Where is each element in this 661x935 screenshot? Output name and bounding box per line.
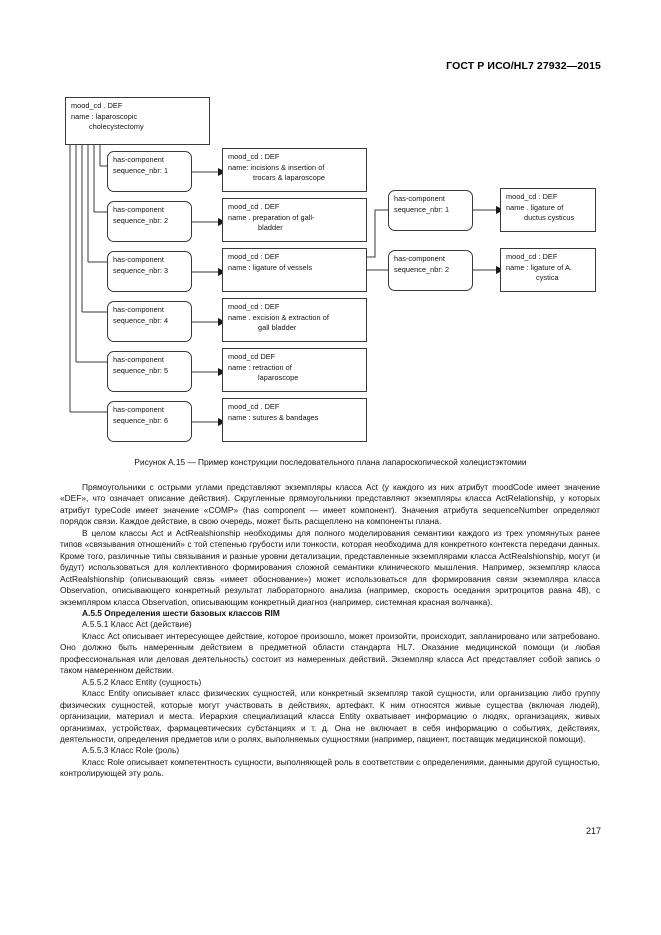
body-paragraph: Класс Role описывает компетентность сущности, выполняющей роль в соответствии с определениями, данными другой сущностью, контролирующей эту роль. — [60, 756, 600, 779]
act-node-root — [65, 97, 210, 145]
act-node-3 — [222, 248, 367, 292]
body-paragraph: В целом классы Act и ActRealshionship необходимы для полного моделирования семантики каждого из трех упомянутых ранее типов «связывания отношений» с той степенью грубости или тонкости, которая необходима для конкретного контекста передачи данных. Кроме того, различные типы связывания и разные уровни детализации, представленные экземплярами класса ActRealshionship, могут (и будут) использоваться для коллективного формирования сложной семантики клинического мышления. Например, экземпляр класса ActRealshionship (описывающий связь «имеет обоснование») может использоваться для формирования связи экземпляра класса Observation, описывающего конкретный результат лабораторного анализа (например, скорость оседания эритроцитов равна 48), с экземпляром класса Observation, описывающим конкретный диагноз (например, системная красная волчанка). — [60, 527, 600, 607]
sub-act-2-name-1: name : ligature of A. — [506, 262, 572, 272]
body-paragraph: Класс Act описывает интересующее действие, которое произошло, может произойти, происходит, запланировано или затребовано. Оно должно быть намеренным действием в предметной области стандарта HL7. Оказание медицинской помощи (и любая профессиональная или деловая деятельность) состоит из намеренных действий. Экземпляр класса Act представляет собой запись о таком намеренном действии. — [60, 630, 600, 676]
relation-5-sequence: sequence_nbr: 5 — [113, 365, 169, 375]
act-2-name-2: bladder — [258, 223, 283, 233]
body-heading: А.5.5 Определения шести базовых классов RIM — [82, 607, 280, 618]
act-node-5 — [222, 348, 367, 392]
act-3-name-1: name : ligature of vessels — [228, 262, 313, 272]
relation-node-1 — [107, 151, 192, 192]
sub-act-node-2 — [500, 248, 596, 292]
relation-node-4 — [107, 301, 192, 342]
figure-caption: Рисунок А.15 — Пример конструкции последовательного плана лапароскопической холецистэктомии — [134, 457, 527, 467]
relation-node-5 — [107, 351, 192, 392]
relation-4-type: has-component — [113, 305, 164, 314]
body-subheading: А.5.5.3 Класс Role (роль) — [82, 745, 180, 756]
act-root-mood: mood_cd . DEF — [71, 101, 123, 110]
sub-act-node-1 — [500, 188, 596, 232]
relation-node-2 — [107, 201, 192, 242]
page-number: 217 — [585, 826, 601, 836]
relation-1-type: has-component — [113, 155, 164, 164]
act-1-mood: mood_cd : DEF — [228, 152, 280, 161]
act-node-1 — [222, 148, 367, 192]
body-subheading: А.5.5.1 Класс Act (действие) — [82, 619, 192, 630]
act-2-mood: mood_cd . DEF — [228, 202, 280, 211]
act-4-name-2: gall bladder — [258, 323, 297, 333]
act-node-4 — [222, 298, 367, 342]
body-paragraph: Прямоугольники с острыми углами представляют экземпляры класса Act (у каждого из них атрибут moodCode имеет значение «DEF», что означает описание действия). Скругленные прямоугольники представляют экземпляры класса ActRelationship, у которых атрибут typeCode имеет значение «COMP» (has component — имеет компонент). Значения атрибута sequenceNumber определяют порядок связи. Каждое действие, в свою очередь, может быть расщеплено на компоненты плана. — [60, 482, 600, 527]
act-root-name-2: cholecystectomy — [89, 122, 144, 132]
act-root-name-1: name : laparoscopic — [71, 111, 138, 121]
act-1-name-2: trocars & laparoscope — [253, 173, 326, 183]
act-node-6 — [222, 398, 367, 442]
relation-2-sequence: sequence_nbr: 2 — [113, 215, 169, 225]
sub-act-1-name-2: ductus cysticus — [524, 213, 575, 223]
relation-2-type: has-component — [113, 205, 164, 214]
relation-node-6 — [107, 401, 192, 442]
relation-node-3 — [107, 251, 192, 292]
sub-relation-node-2 — [388, 250, 473, 291]
act-5-mood: mood_cd DEF — [228, 352, 276, 361]
sub-relation-1-type: has-component — [394, 194, 445, 203]
act-2-name-1: name . preparation of gall- — [228, 212, 315, 222]
act-5-name-1: name : retraction of — [228, 362, 292, 372]
act-4-mood: mood_cd : DEF — [228, 302, 280, 311]
sub-relation-node-1 — [388, 190, 473, 231]
act-5-name-2: laparoscope — [258, 373, 299, 383]
act-6-mood: mood_cd . DEF — [228, 402, 280, 411]
act-node-2 — [222, 198, 367, 242]
act-1-name-1: name: incisions & insertion of — [228, 162, 325, 172]
act-6-name-1: name : sutures & bandages — [228, 412, 319, 422]
sub-relation-2-type: has-component — [394, 254, 445, 263]
act-4-name-1: name . excision & extraction of — [228, 312, 329, 322]
sub-relation-2-sequence: sequence_nbr: 2 — [394, 264, 450, 274]
relation-3-type: has-component — [113, 255, 164, 264]
relation-5-type: has-component — [113, 355, 164, 364]
sub-act-1-mood: mood_cd : DEF — [506, 192, 558, 201]
sub-act-2-mood: mood_cd : DEF — [506, 252, 558, 261]
figure-a15 — [0, 90, 661, 450]
body-text — [60, 482, 600, 780]
page-header-standard-number: ГОСТ Р ИСО/HL7 27932—2015 — [446, 60, 601, 72]
sub-act-1-name-1: name . ligature of — [506, 202, 564, 212]
body-subheading: А.5.5.2 Класс Entity (сущность) — [82, 676, 202, 687]
sub-act-2-name-2: cystica — [536, 273, 559, 283]
body-paragraph: Класс Entity описывает класс физических сущностей, или конкретный экземпляр такой сущности, или организацию либо группу физических сущностей, которые могут участвовать в действиях, артефакт. К ним относятся живые существа (включая людей), организации, материал и места. Иерархия специализаций класса Entity охватывает информацию о людях, организациях, живых организмах, устройствах, фармацевтических субстанциях и т. д. Она не включает в себя информацию о событиях, действиях, деятельности, определения предметов или о ролях, выполняемых сущностями (например, пациент, поставщик медицинской помощи). — [60, 688, 600, 744]
act-3-mood: mood_cd : DEF — [228, 252, 280, 261]
relation-6-type: has-component — [113, 405, 164, 414]
sub-relation-1-sequence: sequence_nbr: 1 — [394, 204, 450, 214]
relation-4-sequence: sequence_nbr: 4 — [113, 315, 169, 325]
relation-6-sequence: sequence_nbr: 6 — [113, 415, 169, 425]
relation-1-sequence: sequence_nbr: 1 — [113, 165, 169, 175]
relation-3-sequence: sequence_nbr: 3 — [113, 265, 169, 275]
